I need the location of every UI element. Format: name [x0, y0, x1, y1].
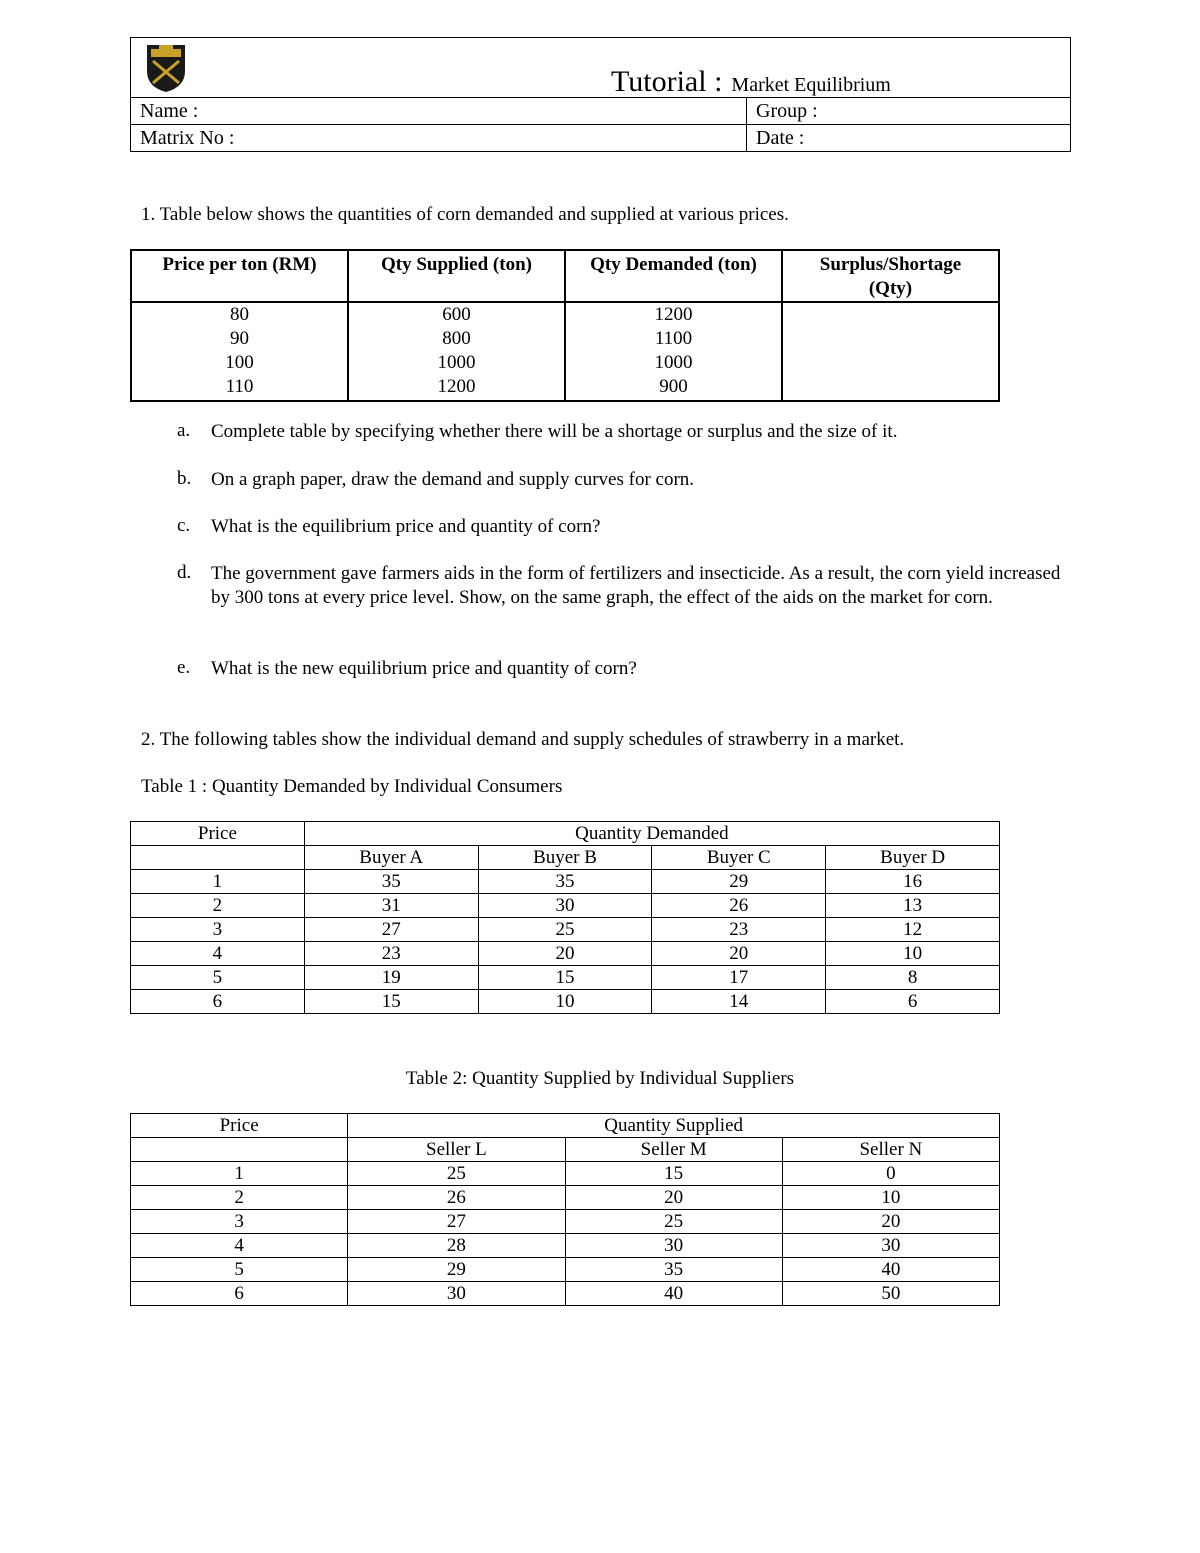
column-header: Buyer D: [826, 846, 1000, 870]
page-subtitle: Market Equilibrium: [731, 74, 891, 96]
table-cell: 8: [826, 966, 1000, 990]
table-cell: 13: [826, 894, 1000, 918]
table-cell: 100: [225, 352, 254, 373]
table-cell: 31: [304, 894, 478, 918]
name-field: Name :: [131, 98, 747, 125]
table-cell: 15: [478, 966, 652, 990]
table-cell: 16: [826, 870, 1000, 894]
table-cell: 27: [304, 918, 478, 942]
table-cell: 29: [348, 1258, 565, 1282]
table-cell: 15: [304, 990, 478, 1014]
table-cell: 17: [652, 966, 826, 990]
corn-demanded-column: [565, 302, 782, 401]
item-text-c: What is the equilibrium price and quantity of corn?: [211, 516, 601, 537]
table-cell: 110: [225, 376, 254, 397]
table-cell: 20: [478, 942, 652, 966]
table-cell: 6: [131, 990, 305, 1014]
table-cell: 25: [478, 918, 652, 942]
corn-header-price: Price per ton (RM): [131, 250, 348, 302]
table-cell: 15: [565, 1162, 782, 1186]
table-row: [131, 1258, 1000, 1282]
table-cell: [131, 846, 305, 870]
table-header-price: Price: [131, 1114, 348, 1138]
table-row: [131, 1234, 1000, 1258]
table-row: [131, 1162, 1000, 1186]
item-text-a: Complete table by specifying whether there will be a shortage or surplus and the size of it.: [211, 421, 898, 442]
table-cell: 35: [478, 870, 652, 894]
table-cell: 600: [442, 304, 471, 325]
corn-table: [130, 249, 1000, 402]
table-row: [131, 1210, 1000, 1234]
table-row: [131, 990, 1000, 1014]
corn-surplus-column: [782, 302, 999, 401]
table-cell: 25: [565, 1210, 782, 1234]
table-cell: 20: [782, 1210, 999, 1234]
corn-header-surplus: [782, 250, 999, 302]
table-cell: 40: [565, 1282, 782, 1306]
table-cell: 4: [131, 942, 305, 966]
q2-intro: 2. The following tables show the individual demand and supply schedules of strawberry in a market.: [141, 729, 905, 750]
corn-header-supplied: Qty Supplied (ton): [348, 250, 565, 302]
table-cell: 1: [131, 1162, 348, 1186]
table-header-price: Price: [131, 822, 305, 846]
table-cell: 5: [131, 1258, 348, 1282]
item-label-e: e.: [177, 657, 191, 678]
group-field: Group :: [747, 98, 1071, 125]
table-header-group: Quantity Demanded: [304, 822, 999, 846]
table-cell: 80: [230, 304, 249, 325]
table-cell: [131, 1138, 348, 1162]
table-cell: 30: [782, 1234, 999, 1258]
column-header: Buyer B: [478, 846, 652, 870]
table-cell: 20: [565, 1186, 782, 1210]
column-header: Seller L: [348, 1138, 565, 1162]
table-cell: 1000: [654, 352, 693, 373]
table2-caption: Table 2: Quantity Supplied by Individual Suppliers: [405, 1068, 795, 1089]
q1-intro: 1. Table below shows the quantities of corn demanded and supplied at various prices.: [141, 204, 789, 225]
table-row: [131, 870, 1000, 894]
table-cell: 10: [478, 990, 652, 1014]
item-text-d: The government gave farmers aids in the form of fertilizers and insecticide. As a result, the corn yield increased by 300 tons at every price level. Show, on the same graph, the effect of the aids on the market for corn.: [211, 563, 1061, 608]
table-row: [131, 942, 1000, 966]
date-field: Date :: [747, 125, 1071, 152]
university-crest-icon: [143, 41, 189, 93]
table-cell: 90: [230, 328, 249, 349]
header-table: [130, 37, 1071, 152]
table-cell: 30: [565, 1234, 782, 1258]
item-label-a: a.: [177, 420, 191, 441]
column-header: Seller N: [782, 1138, 999, 1162]
table-cell: 3: [131, 1210, 348, 1234]
item-text-b: On a graph paper, draw the demand and supply curves for corn.: [211, 469, 695, 490]
table-cell: 35: [565, 1258, 782, 1282]
table-cell: 30: [348, 1282, 565, 1306]
table-cell: 29: [652, 870, 826, 894]
table-cell: 30: [478, 894, 652, 918]
table-cell: 1100: [654, 328, 693, 349]
table-cell: 26: [652, 894, 826, 918]
table-cell: 20: [652, 942, 826, 966]
table-cell: 1: [131, 870, 305, 894]
item-label-b: b.: [177, 468, 192, 489]
table-cell: 10: [826, 942, 1000, 966]
demand-table: [130, 821, 1000, 1014]
table-cell: 900: [659, 376, 688, 397]
table-cell: 35: [304, 870, 478, 894]
table-cell: 1000: [437, 352, 476, 373]
table-row: [131, 1282, 1000, 1306]
item-label-d: d.: [177, 562, 192, 583]
column-header: Seller M: [565, 1138, 782, 1162]
table-row: [131, 966, 1000, 990]
table1-caption: Table 1 : Quantity Demanded by Individual Consumers: [141, 776, 563, 797]
table-cell: 50: [782, 1282, 999, 1306]
table-cell: 2: [131, 1186, 348, 1210]
table-cell: 10: [782, 1186, 999, 1210]
table-cell: 6: [826, 990, 1000, 1014]
matrix-field: Matrix No :: [131, 125, 747, 152]
table-cell: 800: [442, 328, 471, 349]
supply-table: [130, 1113, 1000, 1306]
table-cell: 23: [304, 942, 478, 966]
table-cell: 27: [348, 1210, 565, 1234]
page-title: Tutorial :: [611, 65, 723, 98]
table-cell: 25: [348, 1162, 565, 1186]
title-cell: [131, 38, 1071, 98]
table-cell: 4: [131, 1234, 348, 1258]
item-label-c: c.: [177, 515, 191, 536]
corn-header-demanded: Qty Demanded (ton): [565, 250, 782, 302]
table-cell: 0: [782, 1162, 999, 1186]
table-row: [131, 894, 1000, 918]
table-cell: 1200: [437, 376, 476, 397]
table-cell: 26: [348, 1186, 565, 1210]
column-header: Buyer A: [304, 846, 478, 870]
corn-price-column: [131, 302, 348, 401]
table-cell: 1200: [654, 304, 693, 325]
table-cell: 5: [131, 966, 305, 990]
table-row: [131, 918, 1000, 942]
table-cell: 19: [304, 966, 478, 990]
column-header: Buyer C: [652, 846, 826, 870]
corn-supplied-column: [348, 302, 565, 401]
table-cell: 3: [131, 918, 305, 942]
table-cell: 12: [826, 918, 1000, 942]
table-cell: 28: [348, 1234, 565, 1258]
table-cell: 14: [652, 990, 826, 1014]
table-header-group: Quantity Supplied: [348, 1114, 1000, 1138]
table-row: [131, 1186, 1000, 1210]
item-text-e: What is the new equilibrium price and quantity of corn?: [211, 658, 637, 679]
table-cell: 23: [652, 918, 826, 942]
corn-header-surplus-text: Surplus/Shortage (Qty): [819, 254, 962, 299]
table-cell: 6: [131, 1282, 348, 1306]
table-cell: 40: [782, 1258, 999, 1282]
table-cell: 2: [131, 894, 305, 918]
